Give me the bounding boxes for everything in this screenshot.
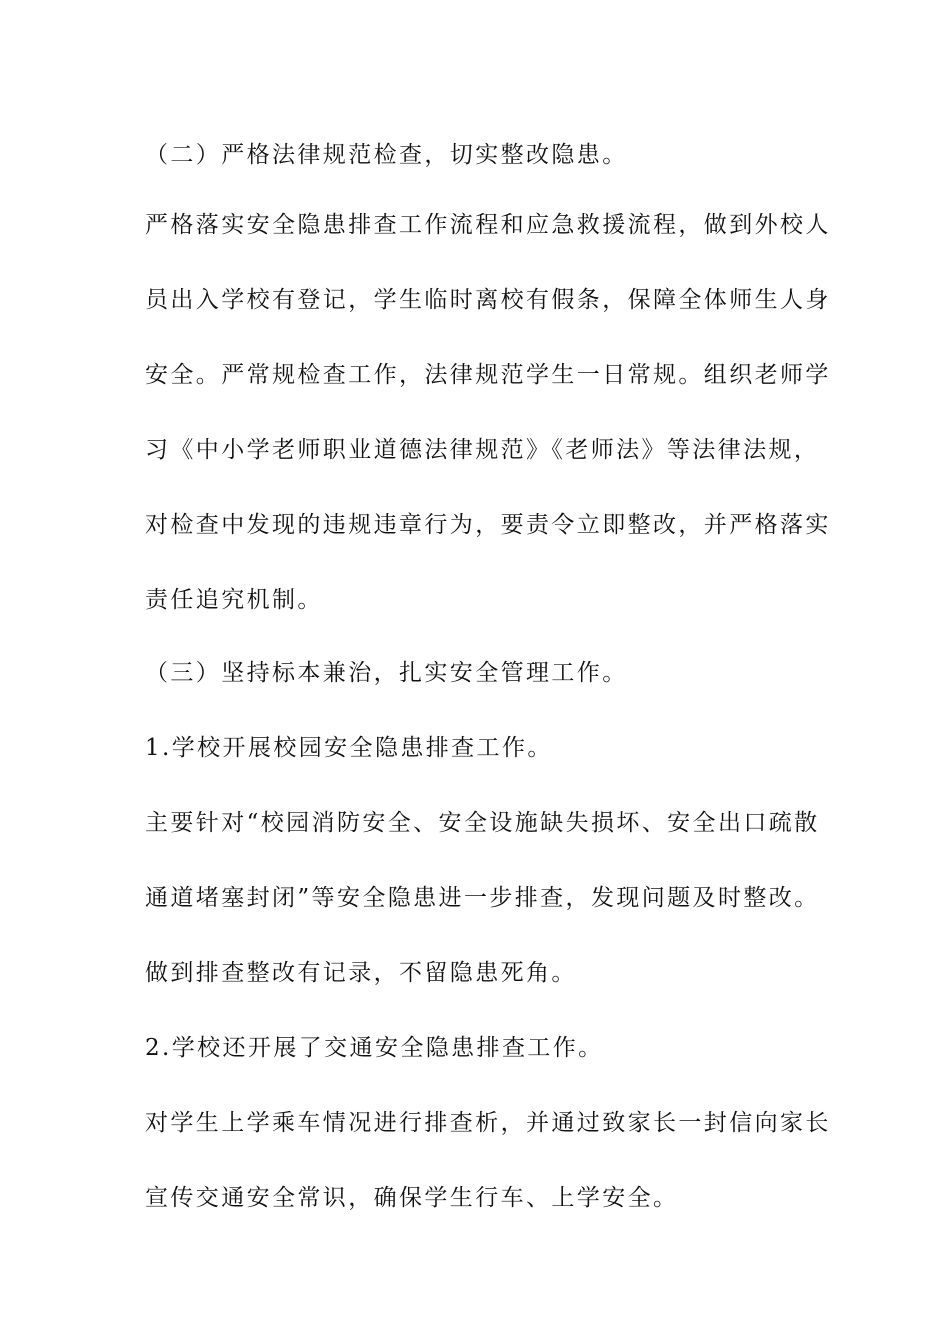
numbered-item-2: 2.学校还开展了交通安全隐患排查工作。 xyxy=(145,1035,604,1061)
numbered-item-1: 1.学校开展校园安全隐患排查工作。 xyxy=(145,735,553,761)
paragraph-line: 宣传交通安全常识，确保学生行车、上学安全。 xyxy=(145,1185,679,1211)
paragraph-line: 通道堵塞封闭”等安全隐患进一步排查，发现问题及时整改。 xyxy=(145,885,820,911)
paragraph-line: 对学生上学乘车情况进行排查析，并通过致家长一封信向家长 xyxy=(145,1110,831,1136)
section-heading-2: （二）严格法律规范检查，切实整改隐患。 xyxy=(145,142,628,168)
paragraph-line: 对检查中发现的违规违章行为，要责令立即整改，并严格落实 xyxy=(145,512,831,538)
paragraph-line: 安全。严常规检查工作，法律规范学生一日常规。组织老师学 xyxy=(145,362,831,388)
paragraph-line: 做到排查整改有记录，不留隐患死角。 xyxy=(145,960,577,986)
paragraph-line: 主要针对“校园消防安全、安全设施缺失损坏、安全出口疏散 xyxy=(145,810,820,836)
paragraph-line: 员出入学校有登记，学生临时离校有假条，保障全体师生人身 xyxy=(145,287,831,313)
paragraph-line: 责任追究机制。 xyxy=(145,587,323,613)
paragraph-line: 习《中小学老师职业道德法律规范》《老师法》等法律法规， xyxy=(145,437,820,463)
paragraph-line: 严格落实安全隐患排查工作流程和应急救援流程，做到外校人 xyxy=(145,212,831,238)
section-heading-3: （三）坚持标本兼治，扎实安全管理工作。 xyxy=(145,660,628,686)
